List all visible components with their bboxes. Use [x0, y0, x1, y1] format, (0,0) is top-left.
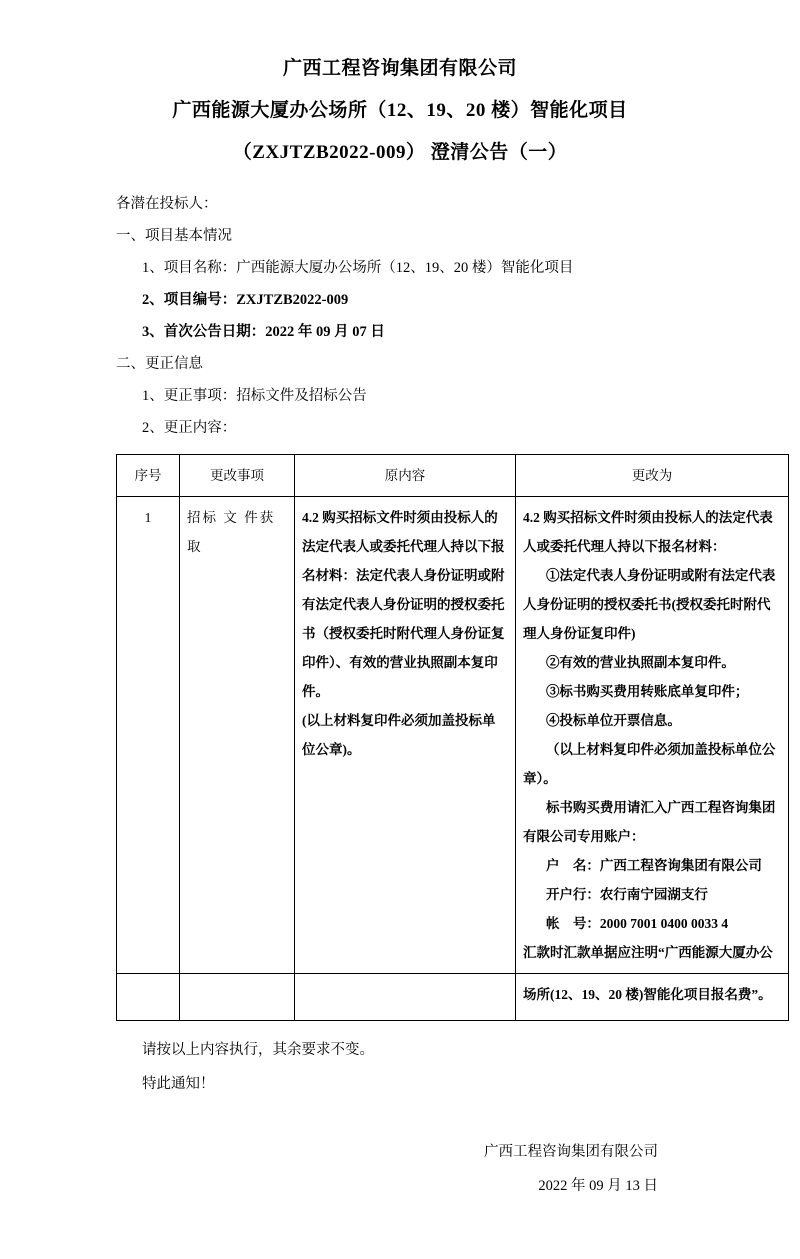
table-row [117, 497, 789, 974]
new-para-6: （以上材料复印件必须加盖投标单位公章）。 [523, 742, 776, 786]
section-2-item-1: 1、更正事项：招标文件及招标公告 [142, 388, 367, 404]
closing-line-2: 特此通知！ [142, 1076, 215, 1092]
table-cell-item: 招标 文 件获取 [180, 497, 295, 974]
section-1-item-3: 3、首次公告日期：2022 年 09 月 07 日 [142, 324, 385, 340]
table-cell-no: 1 [117, 497, 180, 974]
new-para-3: ②有效的营业执照副本复印件。 [545, 655, 735, 670]
salutation: 各潜在投标人： [116, 196, 218, 212]
section-2-item-2: 2、更正内容： [142, 420, 237, 436]
page-title-line-2: 广西能源大厦办公场所（12、19、20 楼）智能化项目 [172, 100, 628, 121]
signature-date: 2022 年 09 月 13 日 [538, 1178, 658, 1194]
section-1-heading: 一、项目基本情况 [116, 228, 232, 244]
page-title-line-3: （ZXJTZB2022-009） 澄清公告（一） [232, 142, 568, 163]
original-para-2: (以上材料复印件必须加盖投标单位公章)。 [302, 713, 496, 757]
table-header-row [117, 455, 789, 497]
table-header-item: 更改事项 [180, 455, 295, 497]
table-header-no: 序号 [117, 455, 180, 497]
new-para-account-number: 帐 号：2000 7001 0400 0033 4 [545, 916, 729, 931]
section-1-item-2: 2、项目编号：ZXJTZB2022-009 [142, 292, 349, 308]
table-header-new: 更改为 [516, 455, 789, 497]
table-cell-original [295, 497, 516, 974]
signature-company: 广西工程咨询集团有限公司 [484, 1144, 658, 1160]
document-title-block [72, 48, 728, 174]
table-cell-item-empty [180, 974, 295, 1021]
original-para-1: 4.2 购买招标文件时须由投标人的法定代表人或委托代理人持以下报名材料：法定代表人身份证明或附有法定代表人身份证明的授权委托书（授权委托时附代理人身份证复印件）、有效的营业执照副本复印件。 [302, 510, 505, 699]
table-cell-no-empty [117, 974, 180, 1021]
section-1-item-1: 1、项目名称：广西能源大厦办公场所（12、19、20 楼）智能化项目 [142, 260, 574, 276]
table-header-original: 原内容 [295, 455, 516, 497]
page-title-line-1: 广西工程咨询集团有限公司 [282, 58, 517, 79]
table-cell-new-continued [516, 974, 789, 1021]
new-para-account-name: 户 名：广西工程咨询集团有限公司 [545, 858, 762, 873]
table-row-continued [117, 974, 789, 1021]
change-table [116, 454, 789, 1021]
signature-block [72, 1135, 728, 1203]
closing-line-1: 请按以上内容执行，其余要求不变。 [142, 1042, 374, 1058]
table-cell-original-empty [295, 974, 516, 1021]
new-para-7: 标书购买费用请汇入广西工程咨询集团有限公司专用账户： [523, 800, 776, 844]
new-para-2: ①法定代表人身份证明或附有法定代表人身份证明的授权委托书(授权委托时附代理人身份证复印件) [523, 568, 776, 641]
new-para-1: 4.2 购买招标文件时须由投标人的法定代表人或委托代理人持以下报名材料： [523, 510, 773, 554]
new-continued-para: 场所(12、19、20 楼)智能化项目报名费”。 [523, 987, 772, 1002]
new-para-bank: 开户行：农行南宁园湖支行 [545, 887, 708, 902]
new-para-4: ③标书购买费用转账底单复印件； [545, 684, 749, 699]
new-para-remit-note: 汇款时汇款单据应注明“广西能源大厦办公 [523, 945, 773, 960]
table-cell-new [516, 497, 789, 974]
new-para-5: ④投标单位开票信息。 [545, 713, 681, 728]
section-2-heading: 二、更正信息 [116, 356, 203, 372]
